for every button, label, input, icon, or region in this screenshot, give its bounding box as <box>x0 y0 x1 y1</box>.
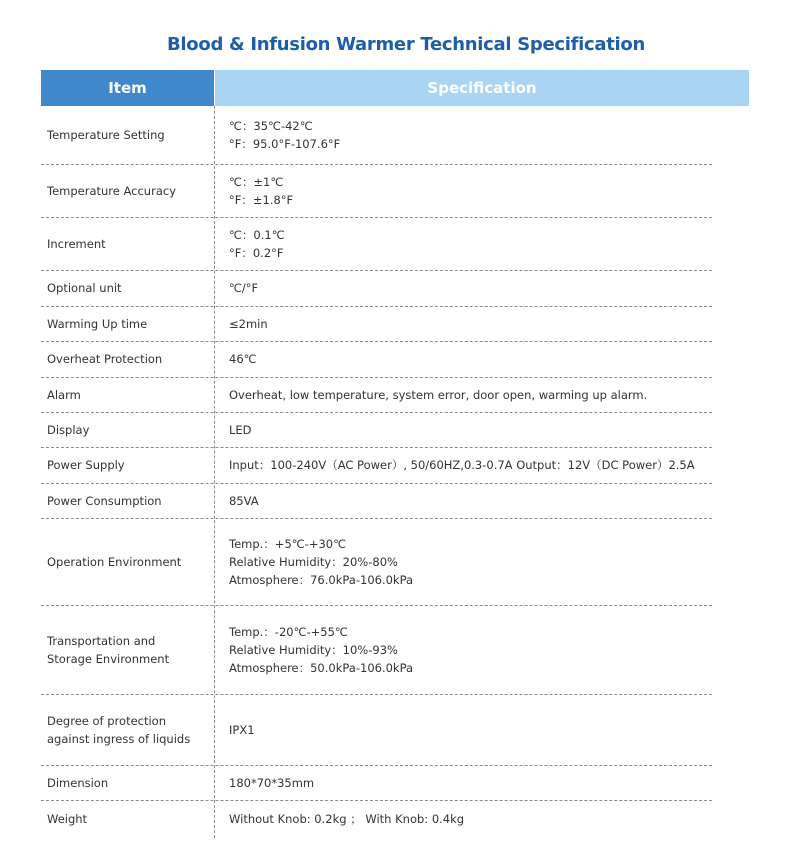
row-item-label <box>47 765 209 800</box>
row-item-label <box>47 164 209 217</box>
spec-text-line: °F：±1.8°F <box>229 192 294 207</box>
spec-text-line: Atmosphere：76.0kPa-106.0kPa <box>229 572 414 587</box>
item-text-line: Warming Up time <box>47 316 148 331</box>
item-text-line: Storage Environment <box>47 651 170 666</box>
row-item-label <box>47 377 209 412</box>
row-spec-value <box>229 270 709 306</box>
row-item-label <box>47 694 209 765</box>
spec-text-line: 46℃ <box>229 352 257 366</box>
row-item-label <box>47 447 209 483</box>
spec-text-line: °F：0.2°F <box>229 245 284 260</box>
spec-text-line: °F：95.0°F-107.6°F <box>229 137 341 151</box>
header-item: Item <box>41 70 214 106</box>
spec-text-line: Atmosphere：50.0kPa-106.0kPa <box>229 660 414 675</box>
row-spec-value <box>229 447 709 483</box>
item-text-line: Weight <box>47 812 88 826</box>
row-spec-value <box>229 518 709 605</box>
row-item-label <box>47 605 209 694</box>
row-spec-value <box>229 341 709 377</box>
row-spec-value <box>229 164 709 217</box>
spec-text-line: ≤2min <box>229 316 268 331</box>
row-spec-value <box>229 483 709 518</box>
spec-text-line: Temp.：+5℃-+30℃ <box>229 536 347 551</box>
spec-text-line: Input：100-240V（AC Power）, 50/60HZ,0.3-0.7A Output：12V（DC Power）2.5A <box>229 458 695 472</box>
item-text-line: Dimension <box>47 775 109 790</box>
row-spec-value <box>229 306 709 341</box>
row-item-label <box>47 518 209 605</box>
spec-text-line: ℃/°F <box>229 281 259 295</box>
spec-text-line: ℃：35℃-42℃ <box>229 119 313 133</box>
column-divider <box>214 106 215 838</box>
spec-text-line: Relative Humidity：10%-93% <box>229 642 398 657</box>
page-title: Blood & Infusion Warmer Technical Specification <box>167 34 645 55</box>
row-spec-value <box>229 694 709 765</box>
item-text-line: Alarm <box>47 387 81 402</box>
row-spec-value <box>229 605 709 694</box>
item-text-line: against ingress of liquids <box>47 731 191 746</box>
row-spec-value <box>229 412 709 447</box>
header-specification: Specification <box>215 70 749 106</box>
row-item-label <box>47 800 209 838</box>
spec-text-line: LED <box>229 422 252 437</box>
row-spec-value <box>229 800 709 838</box>
spec-text-line: Without Knob: 0.2kg ； With Knob: 0.4kg <box>229 812 465 826</box>
spec-text-line: Temp.：-20℃-+55℃ <box>229 624 348 639</box>
item-text-line: Display <box>47 422 90 437</box>
row-item-label <box>47 412 209 447</box>
row-item-label <box>47 270 209 306</box>
item-text-line: Optional unit <box>47 281 122 295</box>
spec-text-line: ℃：±1℃ <box>229 174 284 189</box>
row-item-label <box>47 106 209 164</box>
spec-text-line: Relative Humidity：20%-80% <box>229 554 398 569</box>
spec-text-line: 180*70*35mm <box>229 775 315 790</box>
item-text-line: Temperature Accuracy <box>47 183 177 198</box>
spec-text-line: Overheat, low temperature, system error, door open, warming up alarm. <box>229 387 648 402</box>
item-text-line: Transportation and <box>47 633 156 648</box>
row-item-label <box>47 341 209 377</box>
item-text-line: Power Consumption <box>47 493 162 508</box>
spec-text-line: ℃：0.1℃ <box>229 227 285 242</box>
item-text-line: Overheat Protection <box>47 352 163 366</box>
row-spec-value <box>229 106 709 164</box>
row-spec-value <box>229 217 709 270</box>
row-spec-value <box>229 765 709 800</box>
item-text-line: Temperature Setting <box>47 128 165 142</box>
spec-text-line: IPX1 <box>229 722 255 737</box>
spec-text-line: 85VA <box>229 493 259 508</box>
row-item-label <box>47 483 209 518</box>
row-item-label <box>47 217 209 270</box>
item-text-line: Degree of protection <box>47 713 166 728</box>
row-item-label <box>47 306 209 341</box>
row-spec-value <box>229 377 709 412</box>
item-text-line: Power Supply <box>47 458 125 472</box>
item-text-line: Operation Environment <box>47 554 182 569</box>
item-text-line: Increment <box>47 236 106 251</box>
